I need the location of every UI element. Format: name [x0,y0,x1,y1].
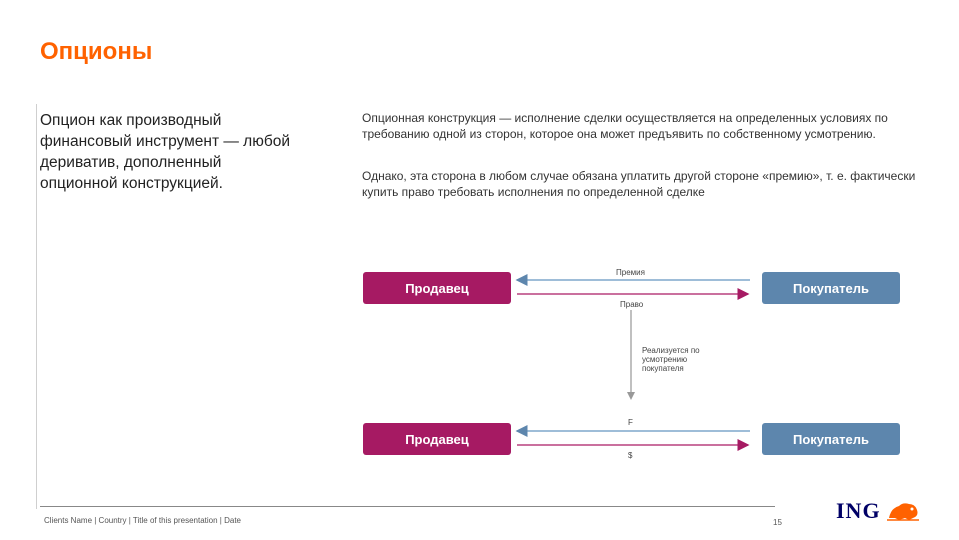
page-number: 15 [773,518,782,527]
exercise-arrowhead [627,392,635,400]
footer-divider [40,506,775,507]
seller-box-bottom: Продавец [363,423,511,455]
right-label: Право [620,300,644,309]
exercise-label: Реализуется по усмотрению покупателя [642,346,700,373]
dollar-label: $ [628,451,633,460]
f-label: F [628,418,633,427]
logo-text: ING [836,498,881,523]
seller-box-top: Продавец [363,272,511,304]
footer-text: Clients Name | Country | Title of this presentation | Date [44,516,241,525]
ing-logo [836,498,921,524]
buyer-box-bottom: Покупатель [762,423,900,455]
lion-icon [885,498,921,524]
definition-text: Опцион как производный финансовый инструмент — любой дериватив, дополненный опционной конструкцией. [40,112,290,192]
paragraph-option-construction: Опционная конструкция — исполнение сделки осуществляется на определенных условиях по требованию одной из сторон, которое она может предъявить по собственному усмотрению. [362,111,888,141]
paragraph-premium: Однако, эта сторона в любом случае обязана уплатить другой стороне «премию», т. е. фактически купить право требовать исполнения по определенной сделке [362,169,916,199]
buyer-box-top: Покупатель [762,272,900,304]
slide-title: Опционы [40,38,153,65]
premium-label: Премия [616,268,645,277]
